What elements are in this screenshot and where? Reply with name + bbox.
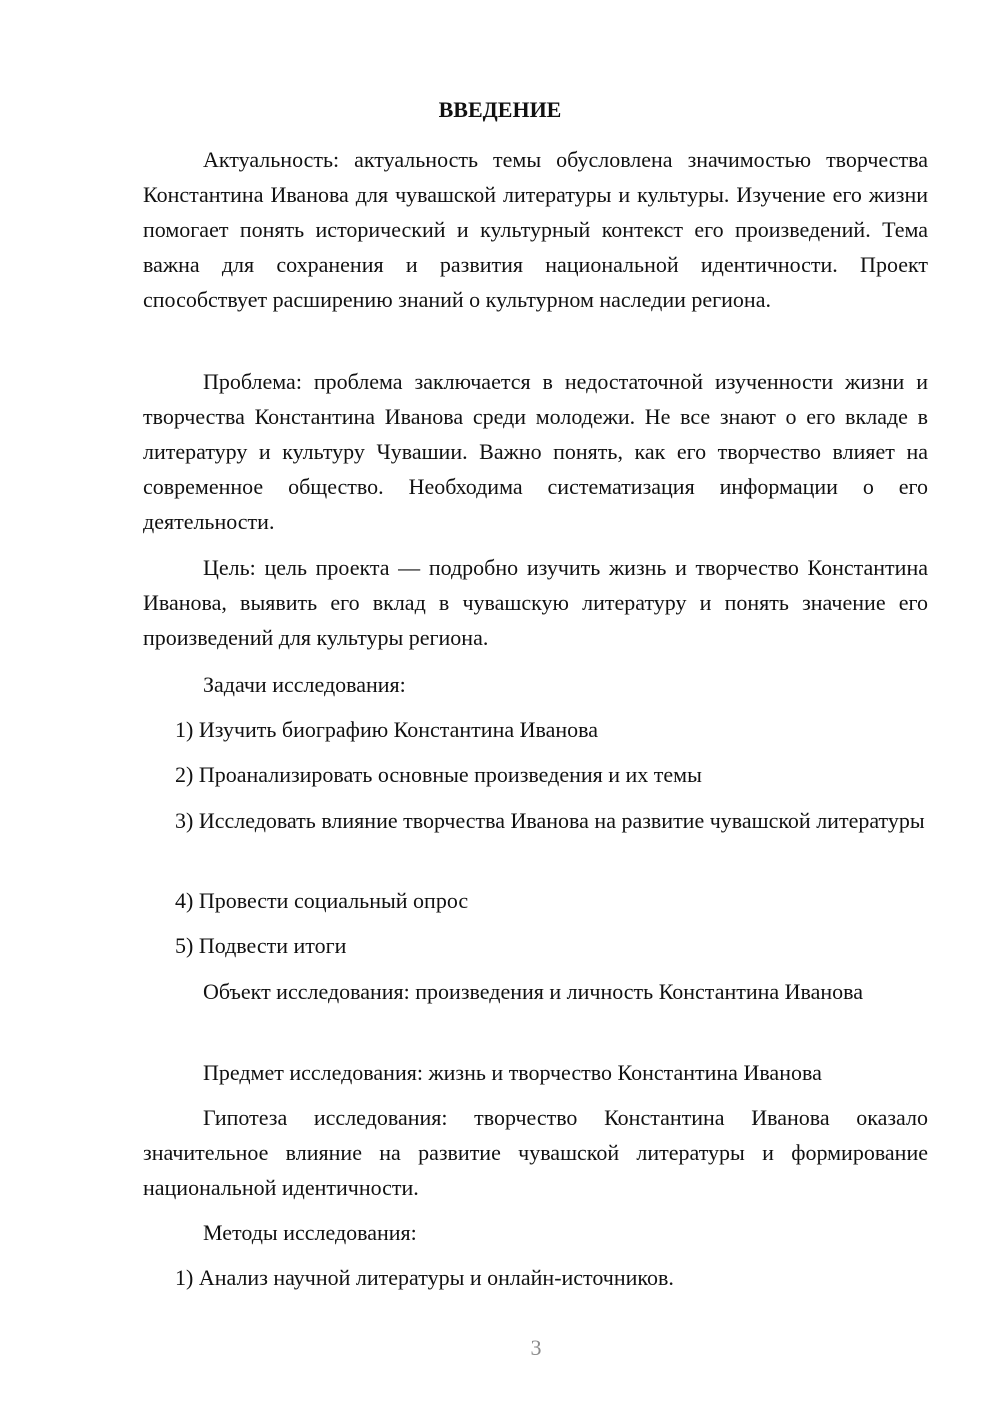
subject-paragraph: Предмет исследования: жизнь и творчество Константина Иванова: [203, 1060, 822, 1085]
goal-paragraph: Цель: цель проекта — подробно изучить жизнь и творчество Константина Иванова, выявить его вклад в чувашскую литературу и понять значение его произведений для культуры региона.: [143, 555, 928, 650]
task-item: 4) Провести социальный опрос: [175, 888, 469, 913]
methods-heading: Методы исследования:: [203, 1220, 417, 1245]
problem-paragraph: Проблема: проблема заключается в недостаточной изученности жизни и творчества Константина Иванова среди молодежи. Не все знают о его вкладе в литературу и культуру Чувашии. Важно понять, как его творчество влияет на современное общество. Необходима систематизация информации о его деятельности.: [143, 369, 928, 534]
task-item: 2) Проанализировать основные произведения и их темы: [175, 762, 702, 787]
object-paragraph: Объект исследования: произведения и личность Константина Иванова: [203, 979, 864, 1004]
section-title: ВВЕДЕНИЕ: [438, 97, 562, 122]
hypothesis-paragraph: Гипотеза исследования: творчество Константина Иванова оказало значительное влияние на развитие чувашской литературы и формирование национальной идентичности.: [143, 1105, 928, 1200]
tasks-heading: Задачи исследования:: [203, 672, 406, 697]
task-item: 5) Подвести итоги: [175, 933, 347, 958]
page-number: 3: [530, 1335, 542, 1360]
relevance-paragraph: Актуальность: актуальность темы обусловлена значимостью творчества Константина Иванова для чувашской литературы и культуры. Изучение его жизни помогает понять исторический и культурный контекст его произведений. Тема важна для сохранения и развития национальной идентичности. Проект способствует расширению знаний о культурном наследии региона.: [143, 147, 928, 312]
method-item: 1) Анализ научной литературы и онлайн-источников.: [175, 1265, 674, 1290]
task-item: 3) Исследовать влияние творчества Иванова на развитие чувашской литературы: [175, 808, 925, 833]
task-item: 1) Изучить биографию Константина Иванова: [175, 717, 598, 742]
